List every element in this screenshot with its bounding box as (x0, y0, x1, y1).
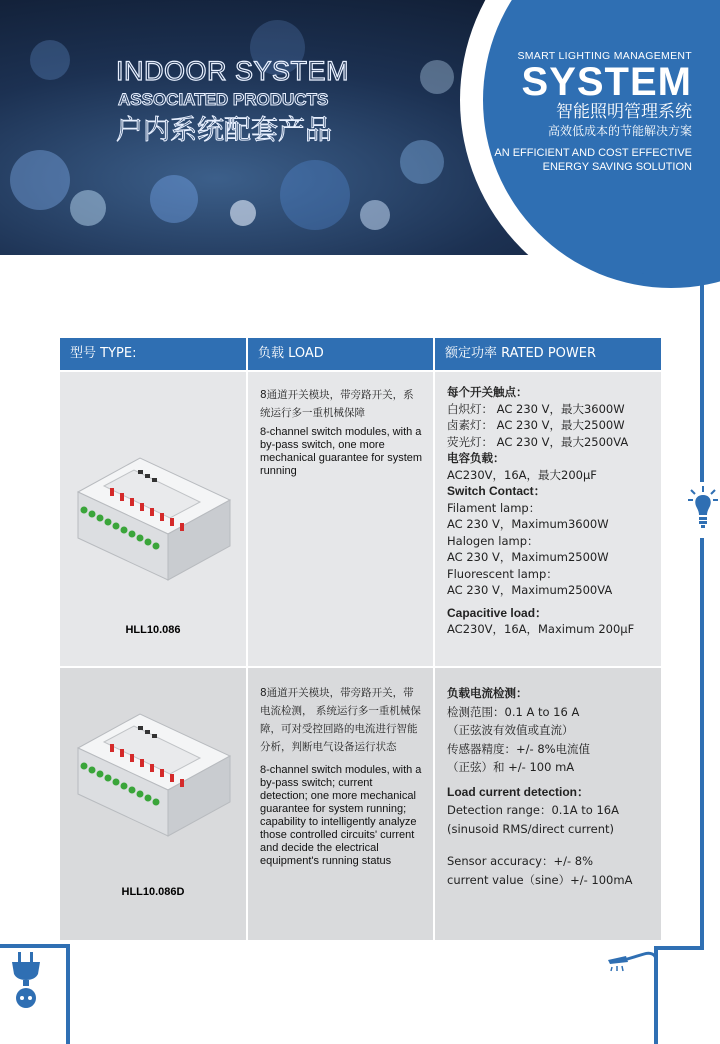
lightbulb-icon (688, 486, 718, 530)
load-description-cn: 8通道开关模块，带旁路开关，系统运行多一重机械保障 (260, 389, 414, 419)
power-line: 每个开关触点： (447, 385, 528, 399)
bokeh-light (360, 200, 390, 230)
title-indoor-system: INDOOR SYSTEM (116, 56, 350, 86)
bokeh-light (280, 160, 350, 230)
switch-module-image (70, 452, 236, 587)
load-cell (246, 668, 433, 940)
type-cell (60, 668, 246, 940)
power-line: current value（sine）+/- 100mA (447, 872, 633, 887)
bokeh-light (70, 190, 106, 226)
title-associated-products: ASSOCIATED PRODUCTS (118, 90, 329, 109)
header-load: 负载 LOAD (246, 338, 433, 370)
power-line: AC 230 V，Maximum2500W (447, 550, 609, 564)
load-description-cn: 8通道开关模块，带旁路开关，带电流检测， 系统运行多一重机械保障，可对受控回路的电流进行智能分析，判断电气设备运行状态 (260, 687, 421, 753)
side-line (700, 270, 704, 482)
power-line: （正弦）和 +/- 100 mA (447, 760, 575, 774)
circle-kicker: SMART LIGHTING MANAGEMENT (517, 50, 692, 62)
power-line: Detection range：0.1A to 16A (447, 803, 619, 817)
circle-cn-subtitle: 高效低成本的节能解决方案 (547, 124, 692, 138)
power-line: AC230V，16A，Maximum 200μF (447, 622, 635, 636)
header-rated-power: 额定功率 RATED POWER (433, 338, 661, 370)
circle-en-line2: ENERGY SAVING SOLUTION (542, 161, 692, 173)
header-type: 型号 TYPE: (70, 346, 137, 361)
street-lamp-icon (600, 946, 660, 986)
side-line (0, 944, 70, 948)
power-line: AC 230 V，Maximum2500VA (447, 583, 613, 597)
load-description-en: 8-channel switch modules, with a by-pass switch, one more mechanical guarantee for system running (260, 426, 423, 477)
type-cell (60, 372, 246, 666)
power-line: Switch Contact： (447, 484, 546, 498)
product-table (60, 338, 661, 940)
power-line: Capacitive load： (447, 605, 548, 620)
power-line: AC 230 V，Maximum3600W (447, 517, 609, 531)
bokeh-light (230, 200, 256, 226)
power-cell (433, 372, 661, 666)
circle-text-block (480, 50, 692, 174)
model-number: HLL10.086D (121, 886, 185, 898)
circle-cn-title: 智能照明管理系统 (556, 102, 692, 122)
bokeh-light (150, 175, 198, 223)
circle-main-title: SYSTEM (521, 60, 692, 104)
load-cell (246, 372, 433, 666)
power-line: Sensor accuracy：+/- 8% (447, 854, 594, 868)
power-line: AC230V，16A，最大200μF (447, 467, 597, 482)
bokeh-light (400, 140, 444, 184)
switch-module-image (70, 708, 236, 843)
power-line: Load current detection： (447, 784, 590, 799)
table-row (60, 370, 661, 666)
power-line: 荧光灯： AC 230 V，最大2500VA (447, 434, 629, 449)
table-row (60, 666, 661, 940)
power-line: 卤素灯： AC 230 V，最大2500W (447, 418, 625, 432)
power-line: （正弦波有效值或直流） (447, 723, 574, 737)
power-line: Filament lamp： (447, 500, 541, 515)
power-line: (sinusoid RMS/direct current) (447, 821, 615, 836)
bokeh-light (10, 150, 70, 210)
side-line (700, 538, 704, 948)
side-line (66, 944, 70, 1044)
table-header (60, 338, 661, 370)
power-line: 检测范围：0.1 A to 16 A (447, 704, 580, 719)
bokeh-light (420, 60, 454, 94)
power-line: 白炽灯： AC 230 V，最大3600W (447, 401, 625, 416)
bokeh-light (30, 40, 70, 80)
power-plug-icon (4, 952, 48, 1008)
power-line: Halogen lamp： (447, 533, 539, 548)
power-line: Fluorescent lamp： (447, 566, 558, 581)
model-number: HLL10.086 (125, 624, 181, 636)
side-line (654, 946, 704, 950)
side-line (640, 270, 702, 274)
power-cell (433, 668, 661, 940)
power-line: 电容负载： (447, 451, 505, 465)
title-chinese: 户内系统配套产品 (116, 115, 332, 146)
load-description-en: 8-channel switch modules, with a by-pass switch; current detection; one more mechanical guarantee for system running; capability to intelligently analyze those controlled circuits' current and decide the electrical equipment's running status (260, 764, 422, 867)
power-line: 负载电流检测： (447, 686, 528, 700)
circle-en-line1: AN EFFICIENT AND COST EFFECTIVE (494, 147, 692, 159)
power-line: 传感器精度：+/- 8%电流值 (447, 741, 591, 756)
